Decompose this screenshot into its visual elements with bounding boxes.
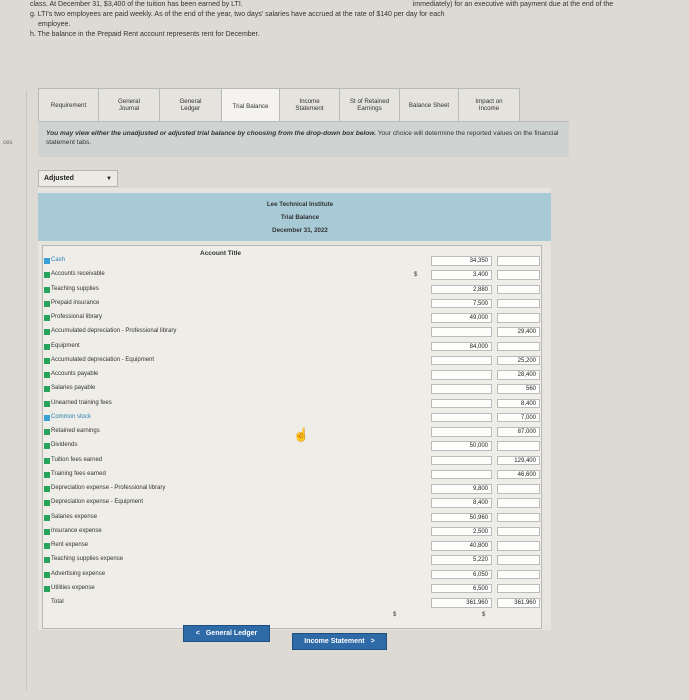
debit-cell[interactable]: 5,220 [431,555,492,565]
account-title-cell[interactable]: Tuition fees earned [51,456,103,463]
row-marker-icon [44,443,50,449]
chevron-right-icon: > [370,638,375,645]
debit-cell[interactable] [431,327,492,337]
table-row [42,541,540,551]
prev-general-ledger-button[interactable] [183,625,270,642]
credit-cell[interactable] [497,570,540,580]
tab-general-journal[interactable]: General Journal [98,88,160,122]
credit-cell[interactable]: 361,960 [497,598,540,608]
table-row [42,470,540,480]
table-row [42,370,540,380]
account-title-cell[interactable]: Accounts payable [51,371,99,377]
table-row [42,527,540,537]
report-title: Trial Balance [280,214,320,221]
credit-cell[interactable]: 7,000 [497,413,540,423]
credit-cell[interactable]: 29,400 [497,327,540,337]
debit-cell[interactable]: 361,960 [431,598,492,608]
row-marker-icon [44,401,50,407]
table-row [42,327,540,337]
table-row [42,384,540,394]
account-title-cell[interactable]: Teaching supplies [51,285,99,292]
debit-cell[interactable] [431,370,492,380]
debit-cell[interactable]: 50,000 [431,441,492,451]
debit-cell[interactable]: 9,800 [431,484,492,494]
account-title-cell[interactable]: Equipment [51,342,80,349]
tab-impact-on-income[interactable]: Impact on Income [458,88,520,122]
debit-cell[interactable]: 84,000 [431,342,492,352]
report-date: December 31, 2022 [272,227,328,234]
table-row [42,484,540,494]
credit-cell[interactable]: 87,000 [497,427,540,437]
credit-cell[interactable] [497,285,540,295]
debit-cell[interactable]: 8,400 [431,498,492,508]
account-title-cell[interactable]: Accumulated depreciation - Equipment [51,356,155,363]
row-marker-icon [44,529,50,535]
table-row [42,570,540,580]
table-row [42,584,540,594]
table-row [42,427,540,437]
row-marker-icon [44,372,50,378]
table-row [42,342,540,352]
row-marker-icon [44,486,50,492]
debit-cell[interactable]: 6,500 [431,584,492,594]
debit-cell[interactable]: 3,400 [431,270,492,280]
table-row [42,498,540,508]
total-dollar-sign: $ [393,612,397,618]
account-title-cell[interactable]: Training fees earned [51,470,106,477]
row-marker-icon [44,358,50,364]
select-value: Adjusted [44,175,74,182]
table-row [42,256,540,266]
credit-cell[interactable] [497,441,540,451]
credit-cell[interactable] [497,584,540,594]
chevron-left-icon: < [195,630,200,637]
problem-text [30,0,680,40]
account-title-cell[interactable]: Advertising expense [51,570,106,577]
account-title-cell[interactable]: Cash [51,257,66,263]
tab-requirement[interactable]: Requirement [38,88,99,122]
account-title-cell[interactable]: Insurance expense [51,527,102,534]
tab-trial-balance[interactable]: Trial Balance [221,88,280,124]
debit-cell[interactable]: 2,500 [431,527,492,537]
debit-cell[interactable] [431,413,492,423]
credit-cell[interactable] [497,313,540,323]
tab-bar [38,88,519,122]
credit-cell[interactable] [497,513,540,523]
table-row [42,441,540,451]
debit-cell[interactable] [431,399,492,409]
row-marker-icon [44,329,50,335]
debit-cell[interactable] [431,427,492,437]
credit-cell[interactable]: 25,200 [497,356,540,366]
credit-cell[interactable] [497,527,540,537]
hand-cursor-icon: ☝ [293,427,310,442]
row-marker-icon [44,429,50,435]
table-row [42,413,540,423]
problem-line-3: employee. [38,21,71,28]
debit-cell[interactable]: 6,050 [431,570,492,580]
problem-line-1: class. At December 31, $3,400 of the tuition has been earned by LTI. immediately) for an executive with payment due at the end of the [30,1,614,8]
debit-cell[interactable]: 40,800 [431,541,492,551]
account-title-cell[interactable]: Total [51,599,64,605]
problem-line-2: g. LTI's two employees are paid weekly. As of the end of the year, two days' salaries have accrued at the rate of $140 per day for each [30,11,445,18]
table-row [42,456,540,466]
row-marker-icon [44,272,50,278]
row-marker-icon [44,500,50,506]
tab-general-ledger[interactable]: General Ledger [159,88,222,122]
row-marker-icon [44,572,50,578]
credit-cell[interactable] [497,555,540,565]
account-title-cell[interactable]: Accumulated depreciation - Professional library [51,328,177,335]
instruction-text [46,129,561,147]
tab-income-statement[interactable]: Income Statement [279,88,340,122]
credit-cell[interactable]: 129,400 [497,456,540,466]
account-title-cell[interactable]: Depreciation expense - Professional library [51,485,166,491]
trial-balance-select[interactable] [38,170,118,187]
row-marker-icon [44,386,50,392]
table-row [42,513,540,523]
account-title-cell[interactable]: Professional library [51,314,103,320]
credit-cell[interactable]: 46,600 [497,470,540,480]
debit-cell[interactable]: 50,960 [431,513,492,523]
debit-cell[interactable]: 7,500 [431,299,492,309]
credit-cell[interactable] [497,256,540,266]
table-row [42,356,540,366]
row-marker-icon [44,458,50,464]
credit-cell[interactable] [497,484,540,494]
credit-cell[interactable]: 28,400 [497,370,540,380]
account-title-cell[interactable]: Teaching supplies expense [51,556,124,563]
company-name: Lee Technical Institute [266,201,334,208]
account-title-cell[interactable]: Salaries payable [51,385,96,392]
table-row [42,285,540,295]
account-title-cell[interactable]: Utilities expense [51,584,95,591]
instruction-rest: Your choice will determine the reported values on the financial statement tabs. [46,130,559,146]
row-marker-icon [44,543,50,549]
problem-line-4: h. The balance in the Prepaid Rent account represents rent for December. [30,31,260,38]
account-title-cell[interactable]: Retained earnings [51,428,100,434]
account-title-cell[interactable]: Depreciation expense - Equipment [51,499,144,506]
table-row [42,299,540,309]
left-divider [26,90,27,690]
debit-dollar-sign: $ [414,272,418,278]
next-income-statement-button[interactable] [292,633,387,650]
account-title-cell[interactable]: Common stock [51,413,92,420]
tab-retained-earnings[interactable]: St of Retained Earnings [339,88,400,122]
credit-cell[interactable] [497,270,540,280]
table-row [42,313,540,323]
row-marker-icon [44,515,50,521]
instruction-bold: You may view either the unadjusted or adjusted trial balance by choosing from the drop-down box below. [46,130,376,137]
row-marker-icon [44,287,50,293]
table-row [42,399,540,409]
chevron-down-icon: ▼ [106,176,112,182]
next-button-label: Income Statement [304,638,365,645]
account-title-cell[interactable]: Rent expense [51,542,89,548]
debit-cell[interactable]: 2,880 [431,285,492,295]
row-marker-icon [44,586,50,592]
row-marker-icon [44,557,50,563]
prev-button-label: General Ledger [205,630,258,637]
credit-cell[interactable] [497,342,540,352]
row-marker-icon [44,315,50,321]
account-title-cell[interactable]: Salaries expense [51,513,98,520]
row-marker-icon [44,258,50,264]
credit-cell[interactable] [497,541,540,551]
credit-cell[interactable] [497,498,540,508]
account-title-cell[interactable]: Accounts receivable [51,271,105,278]
account-title-cell[interactable]: Unearned training fees [51,399,112,406]
account-title-cell[interactable]: Dividends [51,442,78,449]
row-marker-icon [44,415,50,421]
row-marker-icon [44,344,50,350]
debit-cell[interactable]: 49,000 [431,313,492,323]
credit-cell[interactable]: 8,400 [497,399,540,409]
table-row [42,270,540,280]
row-marker-icon [44,301,50,307]
debit-cell[interactable] [431,356,492,366]
row-marker-icon [44,472,50,478]
debit-cell[interactable] [431,470,492,480]
col-account-title: Account Title [200,250,242,257]
tab-balance-sheet[interactable]: Balance Sheet [399,88,459,122]
credit-cell[interactable]: 560 [497,384,540,394]
side-label: ces [3,140,13,146]
debit-cell[interactable]: 34,350 [431,256,492,266]
account-title-cell[interactable]: Prepaid insurance [51,299,100,306]
debit-cell[interactable] [431,384,492,394]
table-row [42,555,540,565]
total-debit-dollar-sign: $ [482,612,486,618]
debit-cell[interactable] [431,456,492,466]
credit-cell[interactable] [497,299,540,309]
table-row [42,598,540,608]
